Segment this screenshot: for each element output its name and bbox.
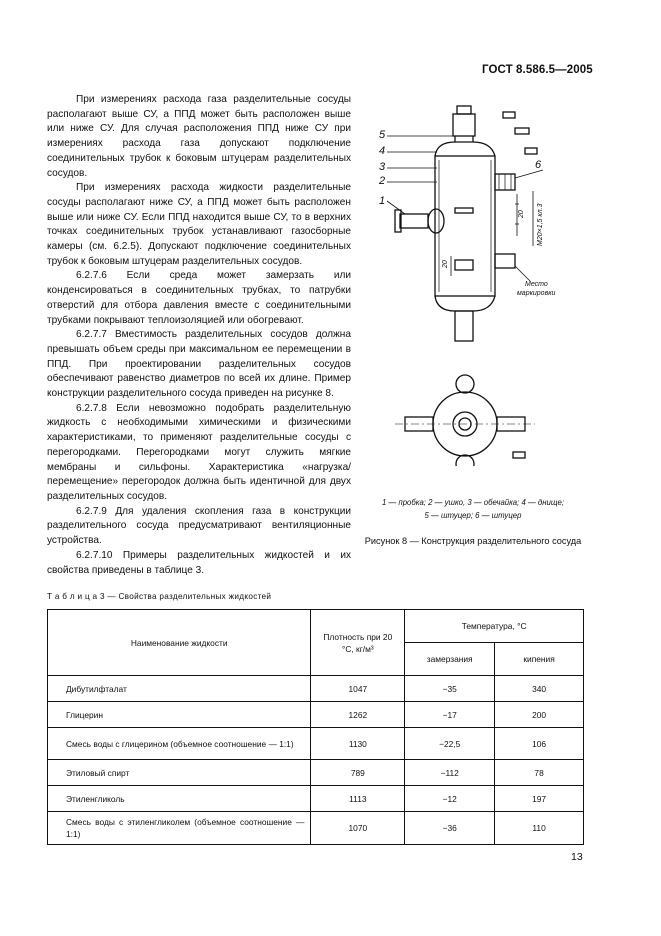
cell-freezing: −36 [405,812,495,845]
header-freezing: замерзания [405,643,495,676]
page-number: 13 [571,851,583,863]
cell-name: Смесь воды с глицерином (объемное соотношение — 1:1) [48,728,311,760]
cell-name: Этиловый спирт [48,760,311,786]
cell-name: Глицерин [48,702,311,728]
cell-boiling: 200 [495,702,584,728]
separating-vessel-drawing [375,96,585,466]
cell-density: 1130 [311,728,405,760]
cell-density: 1047 [311,676,405,702]
table-caption: Т а б л и ц а 3 — Свойства разделительных жидкостей [47,592,272,601]
body-text [47,93,351,578]
paragraph: 6.2.7.8 Если невозможно подобрать разделительную жидкость с необходимыми химическими и физическими характеристиками, то применяют разделительные сосуды с перегородками. Перегородками могут служить мягкие мембраны и сильфоны. Характеристика «нагрузка/перемещение» перегородок должна быть идентичной для двух разделительных сосудов. [47,402,351,502]
cell-density: 1070 [311,812,405,845]
legend-line: 5 — штуцер; 6 — штуцер [424,511,522,520]
part-number-6: 6 [535,159,542,171]
figure-caption: Рисунок 8 — Конструкция разделительного сосуда [364,536,582,546]
cell-density: 789 [311,760,405,786]
paragraph: При измерениях расхода газа разделительные сосуды располагают выше СУ, а ППД может быть расположен выше или ниже СУ. Для случая расположения ППД ниже СУ при измерениях расхода газа допускают подключение соединительных трубок к боковым штуцерам разделительных сосудов. [47,94,351,179]
cell-freezing: −112 [405,760,495,786]
cell-boiling: 110 [495,812,584,845]
cell-density: 1113 [311,786,405,812]
part-number-4: 4 [379,145,386,157]
cell-density: 1262 [311,702,405,728]
dimension-label: 20 [518,210,525,218]
document-header: ГОСТ 8.586.5—2005 [482,64,593,76]
part-number-3: 3 [379,161,386,173]
legend-line: 1 — пробка; 2 — ушко, 3 — обечайка; 4 — днище; [381,498,565,507]
cell-freezing: −12 [405,786,495,812]
cell-freezing: −35 [405,676,495,702]
cell-boiling: 78 [495,760,584,786]
cell-boiling: 340 [495,676,584,702]
paragraph: 6.2.7.9 Для удаления скопления газа в конструкции разделительного сосуда предусматривают вентиляционные устройства. [47,505,351,547]
marking-label: Место [525,281,548,288]
part-number-1: 1 [379,195,386,207]
cell-freezing: −22,5 [405,728,495,760]
table-row [48,728,584,760]
paragraph: При измерениях расхода жидкости разделительные сосуды располагают ниже СУ, а ППД может быть расположен выше или ниже СУ. Если ППД находится выше СУ, то в верхних точках соединительных трубок устанавливают газосборные камеры (см. 6.2.5). Допускают подключение соединительных трубок к боковым штуцерам разделительных сосудов. [47,182,351,267]
header-boiling: кипения [495,643,584,676]
table-row [48,676,584,702]
cell-boiling: 106 [495,728,584,760]
cell-freezing: −17 [405,702,495,728]
table-row [48,786,584,812]
thread-label: М20×1,5 кл.3 [537,203,544,246]
figure-legend [362,496,584,522]
header-density: Плотность при 20 °С, кг/м³ [311,610,405,676]
paragraph: 6.2.7.10 Примеры разделительных жидкостей и их свойства приведены в таблице 3. [47,549,351,576]
header-name: Наименование жидкости [48,610,311,676]
cell-name: Этиленгликоль [48,786,311,812]
part-number-2: 2 [379,175,386,187]
header-temperature: Температура, °С [405,610,584,643]
cell-name: Смесь воды с этиленгликолем (объемное соотношение — 1:1) [48,812,311,845]
part-number-5: 5 [379,129,386,141]
table-row [48,702,584,728]
liquids-table [47,609,584,845]
cell-boiling: 197 [495,786,584,812]
paragraph: 6.2.7.7 Вместимость разделительных сосудов должна превышать объем среды при максимальном ее перемещении в ППД. При проектировании разделительных сосудов обеспечивают равенство диаметров по всей их длине. Пример конструкции разделительного сосуда приведен на рисунке 8. [47,329,351,400]
table-row [48,760,584,786]
paragraph: 6.2.7.6 Если среда может замерзать или конденсироваться в соединительных трубках, то патрубки отверстий для отбора давления вместе с соединительными трубками покрывают теплоизоляцией или обогревают. [47,270,351,326]
table-row [48,812,584,845]
marking-label: маркировки [517,290,556,297]
cell-name: Дибутилфталат [48,676,311,702]
dimension-label: 20 [442,260,449,268]
